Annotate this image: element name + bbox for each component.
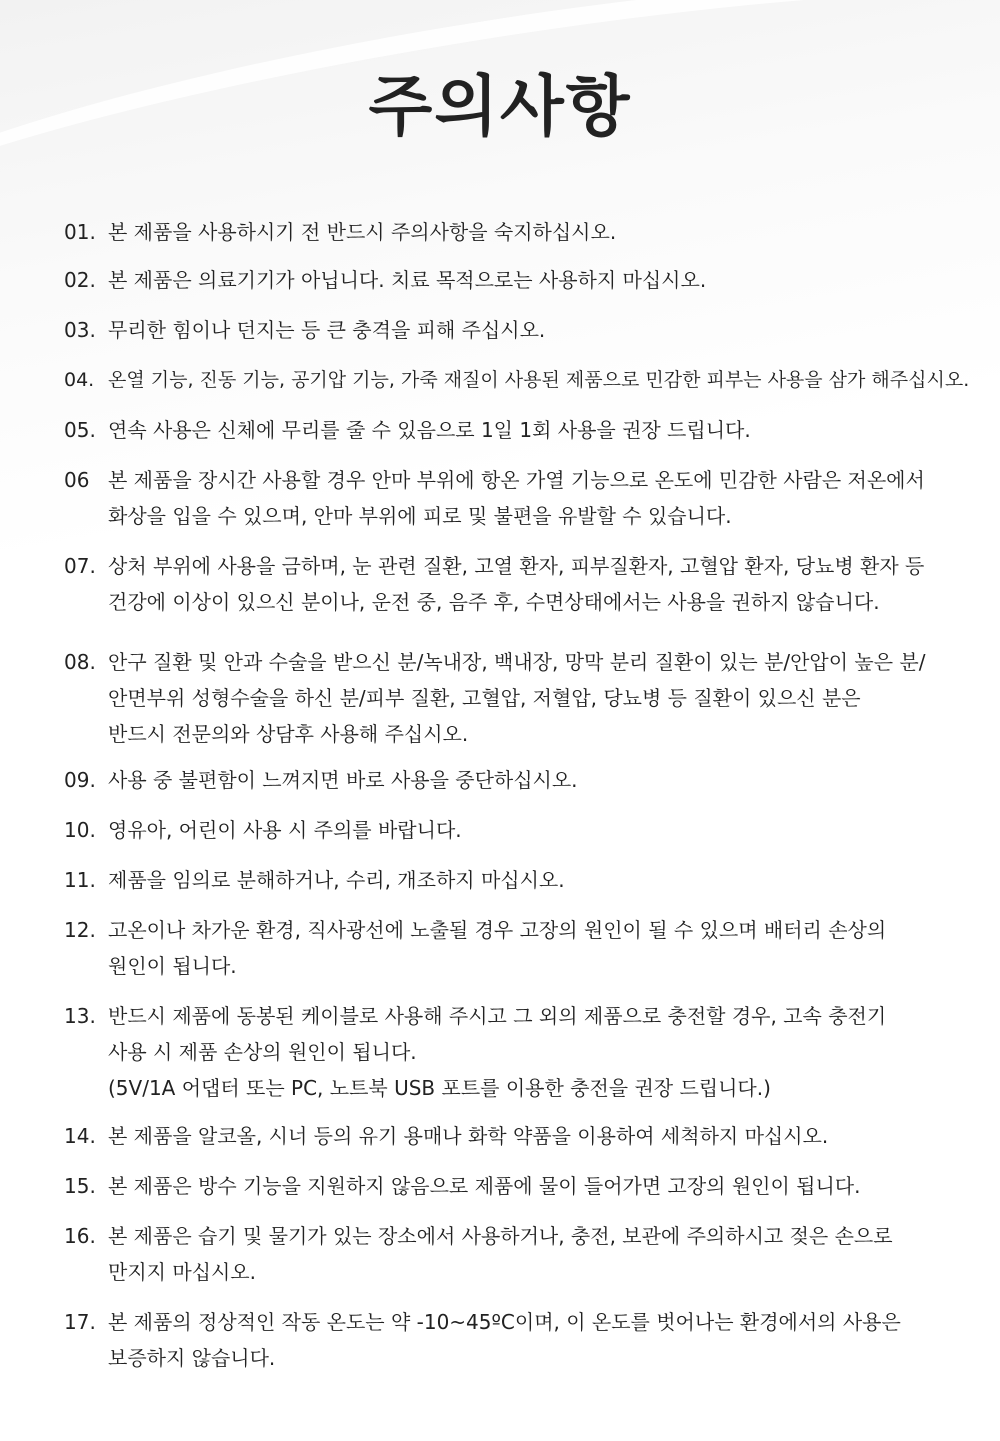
notice-item-04 xyxy=(64,362,970,398)
notice-item-05 xyxy=(64,412,964,448)
item-number: 06 xyxy=(64,468,90,492)
item-text: 본 제품을 장시간 사용할 경우 안마 부위에 항온 가열 기능으로 온도에 민감한 사람은 저온에서 xyxy=(108,468,925,492)
item-number: 05. xyxy=(64,418,96,442)
notice-item-07 xyxy=(64,548,964,620)
item-text-continued: (5V/1A 어댑터 또는 PC, 노트북 USB 포트를 이용한 충전을 권장 드립니다.) xyxy=(108,1076,771,1100)
item-text-continued: 만지지 마십시오. xyxy=(108,1260,256,1284)
item-text-continued: 보증하지 않습니다. xyxy=(108,1346,276,1370)
notice-item-08 xyxy=(64,644,964,752)
notice-item-10 xyxy=(64,812,964,848)
item-number: 12. xyxy=(64,918,96,942)
notice-item-13 xyxy=(64,998,964,1106)
notice-item-12 xyxy=(64,912,964,984)
item-text: 반드시 제품에 동봉된 케이블로 사용해 주시고 그 외의 제품으로 충전할 경우, 고속 충전기 xyxy=(108,1004,887,1028)
item-text: 제품을 임의로 분해하거나, 수리, 개조하지 마십시오. xyxy=(108,868,565,892)
item-text-continued: 화상을 입을 수 있으며, 안마 부위에 피로 및 불편을 유발할 수 있습니다. xyxy=(108,504,732,528)
item-text-continued: 사용 시 제품 손상의 원인이 됩니다. xyxy=(108,1040,417,1064)
notice-item-15 xyxy=(64,1168,964,1204)
item-text: 본 제품은 습기 및 물기가 있는 장소에서 사용하거나, 충전, 보관에 주의하시고 젖은 손으로 xyxy=(108,1224,893,1248)
item-number: 16. xyxy=(64,1224,96,1248)
item-number: 03. xyxy=(64,318,96,342)
item-number: 13. xyxy=(64,1004,96,1028)
item-text-continued: 안면부위 성형수술을 하신 분/피부 질환, 고혈압, 저혈압, 당뇨병 등 질환이 있으신 분은 xyxy=(108,686,861,710)
notice-item-03 xyxy=(64,312,964,348)
notice-item-06 xyxy=(64,462,964,534)
item-text: 고온이나 차가운 환경, 직사광선에 노출될 경우 고장의 원인이 될 수 있으며 배터리 손상의 xyxy=(108,918,887,942)
item-text: 영유아, 어린이 사용 시 주의를 바랍니다. xyxy=(108,818,462,842)
item-number: 07. xyxy=(64,554,96,578)
item-text: 본 제품을 사용하시기 전 반드시 주의사항을 숙지하십시오. xyxy=(108,220,617,244)
item-number: 01. xyxy=(64,220,96,244)
item-number: 10. xyxy=(64,818,96,842)
item-number: 02. xyxy=(64,268,96,292)
item-number: 08. xyxy=(64,650,96,674)
item-number: 17. xyxy=(64,1310,96,1334)
item-text: 무리한 힘이나 던지는 등 큰 충격을 피해 주십시오. xyxy=(108,318,546,342)
item-text: 상처 부위에 사용을 금하며, 눈 관련 질환, 고열 환자, 피부질환자, 고혈압 환자, 당뇨병 환자 등 xyxy=(108,554,925,578)
item-text: 사용 중 불편함이 느껴지면 바로 사용을 중단하십시오. xyxy=(108,768,578,792)
notice-item-16 xyxy=(64,1218,964,1290)
item-number: 04. xyxy=(64,369,95,391)
item-number: 15. xyxy=(64,1174,96,1198)
item-text-continued: 원인이 됩니다. xyxy=(108,954,237,978)
item-text: 본 제품은 의료기기가 아닙니다. 치료 목적으로는 사용하지 마십시오. xyxy=(108,268,707,292)
notice-item-01 xyxy=(64,214,964,250)
item-text: 연속 사용은 신체에 무리를 줄 수 있음으로 1일 1회 사용을 권장 드립니다. xyxy=(108,418,751,442)
page-title: 주의사항 xyxy=(368,68,632,145)
notice-item-02 xyxy=(64,262,964,298)
item-text-continued: 건강에 이상이 있으신 분이나, 운전 중, 음주 후, 수면상태에서는 사용을 권하지 않습니다. xyxy=(108,590,880,614)
notice-item-14 xyxy=(64,1118,964,1154)
item-text: 안구 질환 및 안과 수술을 받으신 분/녹내장, 백내장, 망막 분리 질환이 있는 분/안압이 높은 분/ xyxy=(108,650,926,674)
notice-item-11 xyxy=(64,862,964,898)
item-text: 온열 기능, 진동 기능, 공기압 기능, 가죽 재질이 사용된 제품으로 민감한 피부는 사용을 삼가 해주십시오. xyxy=(108,369,970,391)
notice-item-09 xyxy=(64,762,964,798)
item-number: 09. xyxy=(64,768,96,792)
notice-item-17 xyxy=(64,1304,964,1376)
item-text-continued: 반드시 전문의와 상담후 사용해 주십시오. xyxy=(108,722,469,746)
item-text: 본 제품은 방수 기능을 지원하지 않음으로 제품에 물이 들어가면 고장의 원인이 됩니다. xyxy=(108,1174,861,1198)
item-text: 본 제품을 알코올, 시너 등의 유기 용매나 화학 약품을 이용하여 세척하지 마십시오. xyxy=(108,1124,829,1148)
item-text: 본 제품의 정상적인 작동 온도는 약 -10~45ºC이며, 이 온도를 벗어나는 환경에서의 사용은 xyxy=(108,1310,901,1334)
item-number: 14. xyxy=(64,1124,96,1148)
item-number: 11. xyxy=(64,868,96,892)
